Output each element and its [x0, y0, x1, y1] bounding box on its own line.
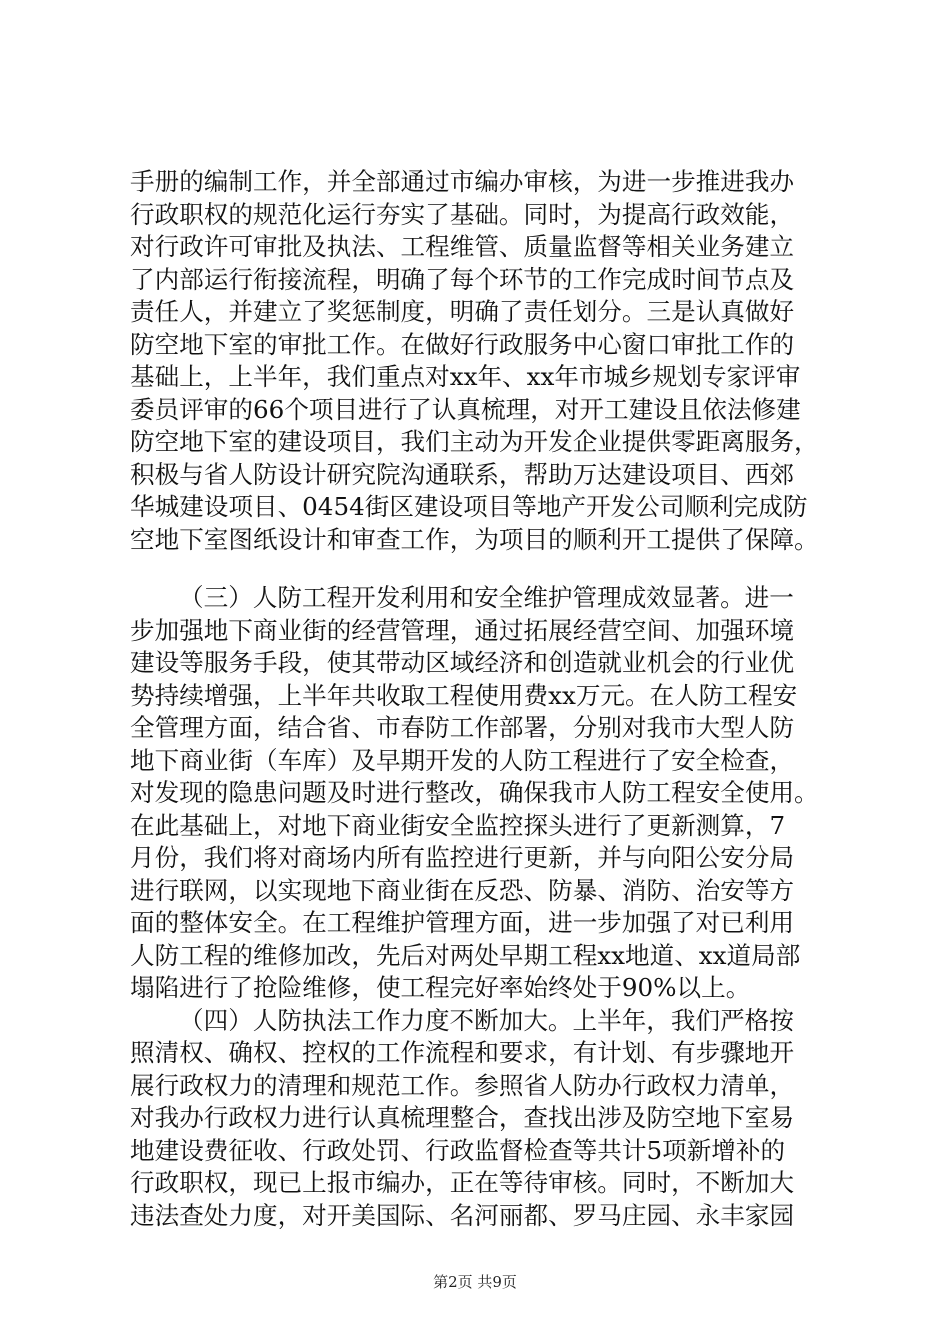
text-line: 积极与省人防设计研究院沟通联系，帮助万达建设项目、西郊 [130, 459, 795, 489]
paragraph-2 [130, 582, 830, 1005]
text-line: 步加强地下商业街的经营管理，通过拓展经营空间、加强环境 [130, 615, 795, 645]
paragraph-gap [130, 556, 830, 582]
text-line: 面的整体安全。在工程维护管理方面，进一步加强了对已利用 [130, 908, 795, 937]
text-line: 全管理方面，结合省、市春防工作部署，分别对我市大型人防 [130, 713, 795, 742]
text-line: 照清权、确权、控权的工作流程和要求，有计划、有步骤地开 [130, 1038, 795, 1067]
text-line: 地下商业街（车库）及早期开发的人防工程进行了安全检查， [130, 745, 795, 775]
text-line: 手册的编制工作，并全部通过市编办审核，为进一步推进我办 [130, 167, 795, 196]
text-line: 责任人，并建立了奖惩制度，明确了责任划分。三是认真做好 [130, 297, 795, 326]
text-line: 在此基础上，对地下商业街安全监控探头进行了更新测算，7 [130, 810, 786, 840]
text-line: 了内部运行衔接流程，明确了每个环节的工作完成时间节点及 [130, 264, 795, 294]
text-line: 人防工程的维修加改，先后对两处早期工程xx地道、xx道局部 [130, 940, 801, 970]
text-line: 地建设费征收、行政处罚、行政监督检查等共计5项新增补的 [130, 1135, 786, 1165]
document-body [130, 166, 830, 1232]
text-line: 月份，我们将对商场内所有监控进行更新，并与向阳公安分局 [130, 843, 795, 872]
text-line: 防空地下室的审批工作。在做好行政服务中心窗口审批工作的 [130, 329, 795, 359]
text-line: 展行政权力的清理和规范工作。参照省人防办行政权力清单， [130, 1070, 795, 1100]
text-line: 行政职权的规范化运行夯实了基础。同时，为提高行政效能， [130, 199, 795, 229]
text-line: 违法查处力度，对开美国际、名河丽都、罗马庄园、永丰家园 [130, 1200, 795, 1230]
text-line: 塌陷进行了抢险维修，使工程完好率始终处于90%以上。 [130, 973, 751, 1002]
text-line: 对我办行政权力进行认真梳理整合，查找出涉及防空地下室易 [130, 1103, 795, 1132]
text-line: 空地下室图纸设计和审查工作，为项目的顺利开工提供了保障。 [130, 524, 819, 554]
page-number-label: 第2页 共9页 [433, 1273, 517, 1291]
text-line: （三）人防工程开发利用和安全维护管理成效显著。进一 [179, 583, 794, 612]
paragraph-3 [130, 1005, 830, 1233]
paragraph-1 [130, 166, 830, 556]
text-line: 基础上，上半年，我们重点对xx年、xx年市城乡规划专家评审 [130, 362, 801, 391]
text-line: 建设等服务手段，使其带动区域经济和创造就业机会的行业优 [130, 648, 795, 677]
page-footer [0, 1272, 950, 1292]
text-line: 行政职权，现已上报市编办，正在等待审核。同时，不断加大 [130, 1168, 795, 1197]
text-line: 华城建设项目、0454街区建设项目等地产开发公司顺利完成防 [130, 492, 808, 521]
text-line: 防空地下室的建设项目，我们主动为开发企业提供零距离服务， [130, 427, 819, 456]
text-line: 对发现的隐患问题及时进行整改，确保我市人防工程安全使用。 [130, 778, 819, 807]
text-line: 对行政许可审批及执法、工程维管、质量监督等相关业务建立 [130, 232, 795, 261]
text-line: 进行联网，以实现地下商业街在反恐、防暴、消防、治安等方 [130, 875, 795, 905]
text-line: 势持续增强，上半年共收取工程使用费xx万元。在人防工程安 [130, 680, 798, 710]
text-line: 委员评审的66个项目进行了认真梳理，对开工建设且依法修建 [130, 394, 801, 424]
text-line: （四）人防执法工作力度不断加大。上半年，我们严格按 [179, 1005, 794, 1035]
